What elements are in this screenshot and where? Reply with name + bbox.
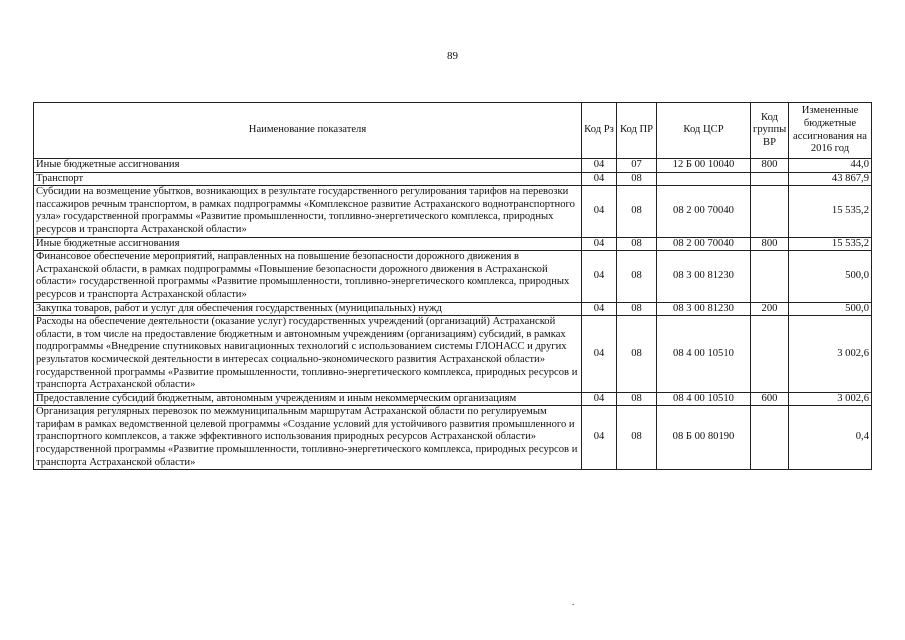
cell-name: Транспорт xyxy=(34,172,582,186)
cell-pr: 07 xyxy=(617,159,657,173)
cell-vr xyxy=(751,251,789,302)
table-row xyxy=(34,237,872,251)
cell-pr: 08 xyxy=(617,406,657,470)
cell-amount: 15 535,2 xyxy=(789,186,872,237)
cell-amount: 3 002,6 xyxy=(789,392,872,406)
cell-csr: 08 2 00 70040 xyxy=(657,237,751,251)
cell-amount: 500,0 xyxy=(789,302,872,316)
table-row xyxy=(34,159,872,173)
cell-name: Предоставление субсидий бюджетным, автономным учреждениям и иным некоммерческим организациям xyxy=(34,392,582,406)
footer-mark: . xyxy=(572,597,575,607)
cell-csr: 08 3 00 81230 xyxy=(657,302,751,316)
cell-csr xyxy=(657,172,751,186)
cell-csr: 08 3 00 81230 xyxy=(657,251,751,302)
cell-vr xyxy=(751,186,789,237)
cell-pr: 08 xyxy=(617,186,657,237)
cell-csr: 08 4 00 10510 xyxy=(657,316,751,393)
page-number: 89 xyxy=(447,50,458,62)
column-header-name: Наименование показателя xyxy=(34,103,582,159)
cell-rz: 04 xyxy=(582,186,617,237)
cell-amount: 3 002,6 xyxy=(789,316,872,393)
cell-amount: 43 867,9 xyxy=(789,172,872,186)
cell-csr: 08 4 00 10510 xyxy=(657,392,751,406)
cell-name: Иные бюджетные ассигнования xyxy=(34,159,582,173)
column-header-amount: Измененные бюджетные ассигнования на 2016 год xyxy=(789,103,872,159)
cell-vr: 200 xyxy=(751,302,789,316)
table-row xyxy=(34,406,872,470)
table-row xyxy=(34,392,872,406)
cell-name: Расходы на обеспечение деятельности (оказание услуг) государственных учреждений (организаций) Астраханской области, в том числе на предоставление бюджетным и автономным учреждениям (организациям) субсидий, в рамках подпрограммы «Внедрение спутниковых навигационных технологий с использованием системы ГЛОНАСС и других результатов космической деятельности в интересах социально-экономического развития Астраханской области» государственной программы «Развитие промышленности, топливно-энергетического комплекса, природных ресурсов и транспорта Астраханской области» xyxy=(34,316,582,393)
cell-pr: 08 xyxy=(617,237,657,251)
table-header-row xyxy=(34,103,872,159)
cell-pr: 08 xyxy=(617,172,657,186)
cell-csr: 08 Б 00 80190 xyxy=(657,406,751,470)
cell-rz: 04 xyxy=(582,316,617,393)
cell-rz: 04 xyxy=(582,172,617,186)
cell-amount: 44,0 xyxy=(789,159,872,173)
cell-rz: 04 xyxy=(582,406,617,470)
cell-vr: 800 xyxy=(751,159,789,173)
cell-name: Финансовое обеспечение мероприятий, направленных на повышение безопасности дорожного движения в Астраханской области, в рамках подпрограммы «Повышение безопасности дорожного движения в Астраханской области» государственной программы «Развитие промышленности, топливно-энергетического комплекса, природных ресурсов и транспорта Астраханской области» xyxy=(34,251,582,302)
table-row xyxy=(34,316,872,393)
cell-vr: 600 xyxy=(751,392,789,406)
table-row xyxy=(34,251,872,302)
table-row xyxy=(34,172,872,186)
cell-amount: 500,0 xyxy=(789,251,872,302)
cell-pr: 08 xyxy=(617,392,657,406)
cell-vr xyxy=(751,316,789,393)
cell-name: Организация регулярных перевозок по межмуниципальным маршрутам Астраханской области по регулируемым тарифам в рамках ведомственной целевой программы «Создание условий для устойчивого развития промышленного и транспортного комплексов, а также эффективного использования природных ресурсов Астраханской области» государственной программы «Развитие промышленности, топливно-энергетического комплекса, природных ресурсов и транспорта Астраханской области» xyxy=(34,406,582,470)
cell-pr: 08 xyxy=(617,316,657,393)
cell-vr xyxy=(751,406,789,470)
cell-rz: 04 xyxy=(582,237,617,251)
cell-rz: 04 xyxy=(582,159,617,173)
table-row xyxy=(34,186,872,237)
cell-name: Субсидии на возмещение убытков, возникающих в результате государственного регулирования тарифов на перевозки пассажиров речным транспортом, в рамках подпрограммы «Комплексное развитие Астраханского воднотранспортного узла» государственной программы «Развитие промышленности, топливно-энергетического комплекса, природных ресурсов и транспорта Астраханской области» xyxy=(34,186,582,237)
cell-rz: 04 xyxy=(582,392,617,406)
budget-table xyxy=(33,102,872,470)
cell-amount: 15 535,2 xyxy=(789,237,872,251)
column-header-vr: Код группы ВР xyxy=(751,103,789,159)
cell-csr: 12 Б 00 10040 xyxy=(657,159,751,173)
cell-rz: 04 xyxy=(582,302,617,316)
cell-pr: 08 xyxy=(617,251,657,302)
table-row xyxy=(34,302,872,316)
cell-vr xyxy=(751,172,789,186)
cell-vr: 800 xyxy=(751,237,789,251)
column-header-csr: Код ЦСР xyxy=(657,103,751,159)
column-header-rz: Код Рз xyxy=(582,103,617,159)
cell-csr: 08 2 00 70040 xyxy=(657,186,751,237)
cell-pr: 08 xyxy=(617,302,657,316)
cell-name: Закупка товаров, работ и услуг для обеспечения государственных (муниципальных) нужд xyxy=(34,302,582,316)
cell-rz: 04 xyxy=(582,251,617,302)
column-header-pr: Код ПР xyxy=(617,103,657,159)
cell-amount: 0,4 xyxy=(789,406,872,470)
cell-name: Иные бюджетные ассигнования xyxy=(34,237,582,251)
